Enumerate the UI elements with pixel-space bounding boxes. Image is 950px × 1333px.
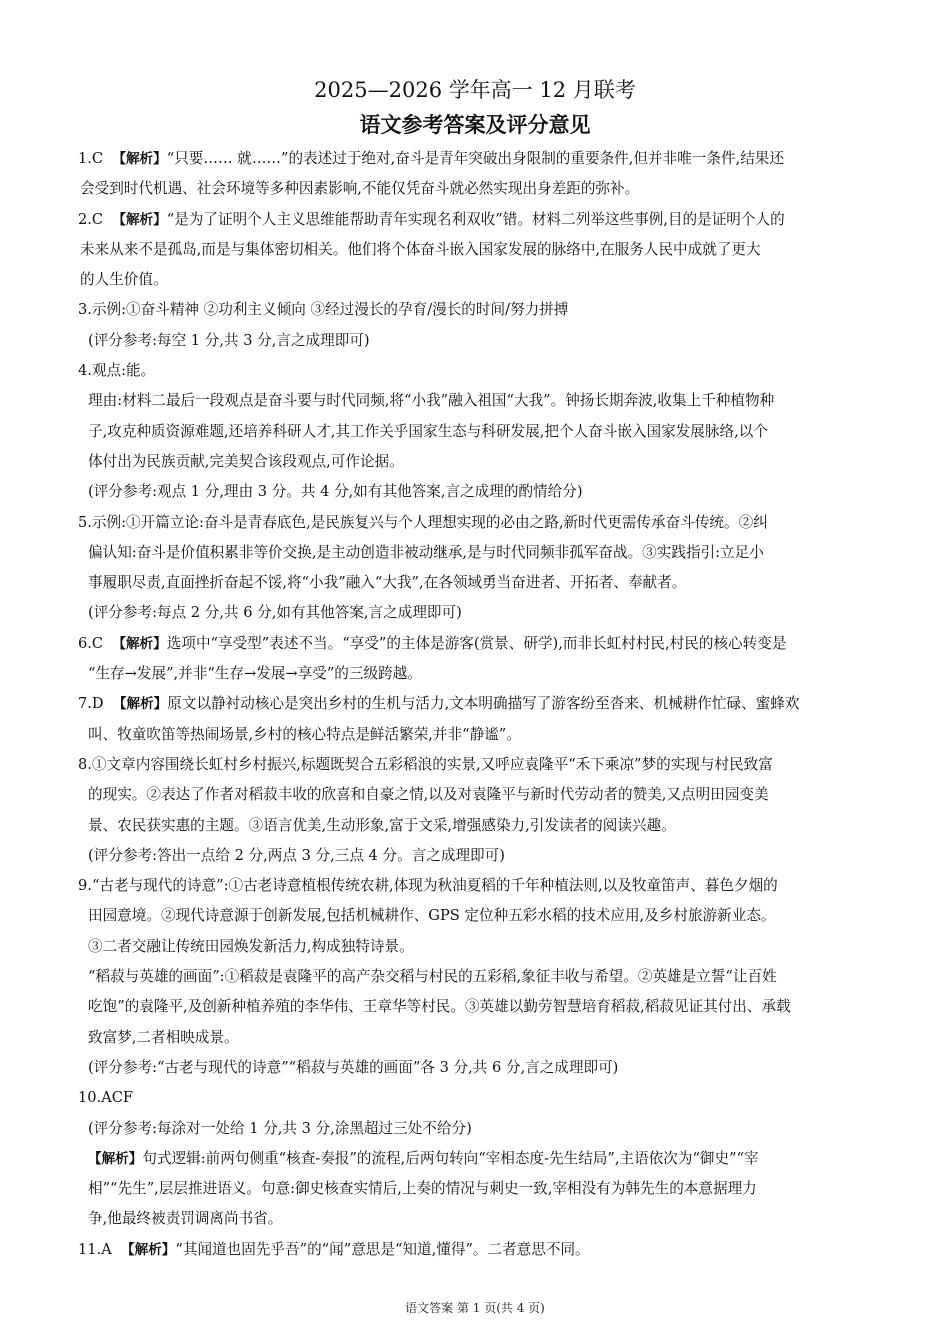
answer-text: 子,攻克种质资源难题,还培养科研人才,其工作关乎国家生态与科研发展,把个人奋斗嵌入国家发展脉络,以个	[88, 422, 768, 440]
answer-line	[78, 962, 874, 992]
answer-text: 原文以静衬动核心是突出乡村的生机与活力,文本明确描写了游客纷至沓来、机械耕作忙碌、蜜蜂欢	[167, 695, 800, 713]
answer-line	[78, 598, 874, 628]
answer-line	[78, 841, 874, 871]
answer-text: “其闻道也固先乎吾”的“闻”意思是“知道,懂得”。二者意思不同。	[175, 1240, 590, 1258]
answer-text: 田园意境。②现代诗意源于创新发展,包括机械耕作、GPS 定位种五彩水稻的技术应用,及乡村旅游新业态。	[88, 907, 776, 925]
answer-text: (评分参考:观点 1 分,理由 3 分。共 4 分,如有其他答案,言之成理的酌情给分)	[88, 483, 583, 501]
answer-line	[78, 1174, 874, 1204]
answer-text: 句式逻辑:前两句侧重“核查-奏报”的流程,后两句转向“宰相态度-先生结局”,主语依次为“御史”“宰	[142, 1149, 759, 1167]
answer-line	[78, 295, 874, 325]
question-number: 9.	[78, 877, 92, 895]
answer-text: “生存→发展”,并非“生存→发展→享受”的三级跨越。	[88, 665, 422, 683]
answer-text: ①文章内容围绕长虹村乡村振兴,标题既契合五彩稻浪的实景,又呼应袁隆平“禾下乘凉”梦的实现与村民致富	[91, 755, 773, 773]
answer-line	[78, 629, 874, 659]
answer-text: (评分参考:答出一点给 2 分,两点 3 分,三点 4 分。言之成理即可)	[88, 846, 505, 864]
question-number: 5.	[78, 513, 92, 531]
question-number: 6.C	[78, 634, 104, 652]
answer-text: 事履职尽责,直面挫折奋起不馁,将“小我”融入“大我”,在各领域勇当奋进者、开拓者、奉献者。	[88, 574, 687, 592]
page-title: 2025—2026 学年高一 12 月联考	[314, 78, 636, 102]
answer-line	[78, 689, 874, 719]
answer-line	[78, 235, 874, 265]
question-number: 7.D	[78, 695, 104, 713]
answer-line	[78, 326, 874, 356]
answer-line	[78, 1204, 874, 1234]
answer-text: 观点:能。	[91, 362, 156, 380]
answer-text: 相”“先生”,层层推进语义。句意:御史核查实情后,上奏的情况与刺史一致,宰相没有为韩先生的本意据理力	[88, 1180, 757, 1198]
answer-text: (评分参考:每点 2 分,共 6 分,如有其他答案,言之成理即可)	[88, 604, 462, 622]
question-number: 1.C	[78, 150, 104, 167]
answer-line	[78, 1144, 874, 1174]
answer-line	[78, 265, 874, 295]
answer-line	[78, 174, 874, 204]
answer-line	[78, 780, 874, 810]
answer-text: 会受到时代机遇、社会环境等多种因素影响,不能仅凭奋斗就必然实现出身差距的弥补。	[80, 180, 640, 198]
answer-text: 的现实。②表达了作者对稻菽丰收的欣喜和自豪之情,以及对袁隆平与新时代劳动者的赞美,又点明田园变美	[88, 786, 769, 804]
analysis-tag: 【解析】	[112, 211, 167, 228]
answer-body	[78, 144, 874, 1265]
answer-text: 致富梦,二者相映成景。	[88, 1028, 239, 1046]
answer-line	[78, 811, 874, 841]
answer-line	[78, 386, 874, 416]
page-footer: 语文答案 第 1 页(共 4 页)	[405, 1301, 545, 1314]
answer-text: 偏认知:奋斗是价值积累非等价交换,是主动创造非被动继承,是与时代同频非孤军奋战。③实践指引:立足小	[88, 543, 764, 561]
question-number: 3.	[78, 301, 92, 319]
answer-text: “稻菽与英雄的画面”:①稻菽是袁隆平的高产杂交稻与村民的五彩稻,象征丰收与希望。②英雄是立誓“让百姓	[88, 968, 777, 986]
answer-line	[78, 477, 874, 507]
answer-text: 示例:①奋斗精神 ②功利主义倾向 ③经过漫长的孕育/漫长的时间/努力拼搏	[91, 301, 569, 319]
answer-text: 叫、牧童吹笛等热闹场景,乡村的核心特点是鲜活繁荣,并非“静谧”。	[88, 725, 521, 743]
answer-line	[78, 750, 874, 780]
answer-text: “古老与现代的诗意”:①古老诗意植根传统农耕,体现为秋油夏稻的千年种植法则,以及牧童笛声、暮色夕烟的	[91, 877, 778, 895]
answer-text: 理由:材料二最后一段观点是奋斗要与时代同频,将“小我”融入祖国“大我”。钟扬长期奔波,收集上千种植物种	[88, 392, 775, 410]
answer-line	[78, 932, 874, 962]
analysis-tag: 【解析】	[121, 1241, 176, 1258]
analysis-tag: 【解析】	[112, 696, 168, 713]
analysis-tag: 【解析】	[112, 635, 167, 652]
answer-line	[78, 538, 874, 568]
analysis-tag: 【解析】	[88, 1150, 143, 1167]
answer-text: 的人生价值。	[80, 271, 168, 289]
answer-text: (评分参考:每空 1 分,共 3 分,言之成理即可)	[88, 331, 370, 349]
answer-line	[78, 1083, 874, 1113]
answer-line	[78, 447, 874, 477]
answer-line	[78, 1235, 874, 1265]
answer-text: ACF	[101, 1089, 134, 1107]
answer-line	[78, 508, 874, 538]
answer-line	[78, 568, 874, 598]
answer-text: 示例:①开篇立论:奋斗是青春底色,是民族复兴与个人理想实现的必由之路,新时代更需传承奋斗传统。②纠	[91, 513, 768, 531]
answer-text: “只要…… 就……”的表述过于绝对,奋斗是青年突破出身限制的重要条件,但并非唯一条件,结果还	[166, 150, 784, 167]
question-number: 4.	[78, 362, 92, 380]
question-number: 8.	[78, 755, 92, 773]
answer-line	[78, 356, 874, 386]
question-number: 11.A	[78, 1240, 112, 1258]
answer-line	[78, 417, 874, 447]
answer-line	[78, 1053, 874, 1083]
question-number: 2.C	[78, 210, 104, 228]
answer-line	[78, 720, 874, 750]
answer-text: 争,他最终被责罚调离尚书省。	[88, 1210, 283, 1228]
answer-text: (评分参考:每涂对一处给 1 分,共 3 分,涂黑超过三处不给分)	[88, 1119, 472, 1137]
answer-text: 未来从来不是孤岛,而是与集体密切相关。他们将个体奋斗嵌入国家发展的脉络中,在服务人民中成就了更大	[80, 240, 761, 258]
answer-line	[78, 1114, 874, 1144]
question-number: 10.	[78, 1089, 102, 1107]
answer-line	[78, 901, 874, 931]
answer-line	[78, 871, 874, 901]
answer-text: “是为了证明个人主义思维能帮助青年实现名利双收”错。材料二列举这些事例,目的是证明个人的	[166, 210, 785, 228]
answer-line	[78, 205, 874, 235]
answer-text: 体付出为民族贡献,完美契合该段观点,可作论据。	[88, 452, 404, 470]
answer-text: ③二者交融让传统田园焕发新活力,构成独特诗景。	[88, 937, 414, 955]
answer-line	[78, 659, 874, 689]
answer-text: 吃饱”的袁隆平,及创新种植养殖的李华伟、王章华等村民。③英雄以勤劳智慧培育稻菽,稻菽见证其付出、承载	[88, 998, 791, 1016]
page-subtitle: 语文参考答案及评分意见	[359, 113, 591, 137]
analysis-tag: 【解析】	[112, 151, 167, 167]
answer-text: 选项中“享受型”表述不当。“享受”的主体是游客(赏景、研学),而非长虹村村民,村民的核心转变是	[166, 634, 787, 652]
answer-line	[78, 1023, 874, 1053]
answer-text: (评分参考:“古老与现代的诗意”“稻菽与英雄的画面”各 3 分,共 6 分,言之成理即可)	[88, 1058, 619, 1076]
answer-line	[78, 992, 874, 1022]
answer-text: 景、农民获实惠的主题。③语言优美,生动形象,富于文采,增强感染力,引发读者的阅读兴趣。	[88, 816, 676, 834]
answer-line	[78, 144, 874, 174]
